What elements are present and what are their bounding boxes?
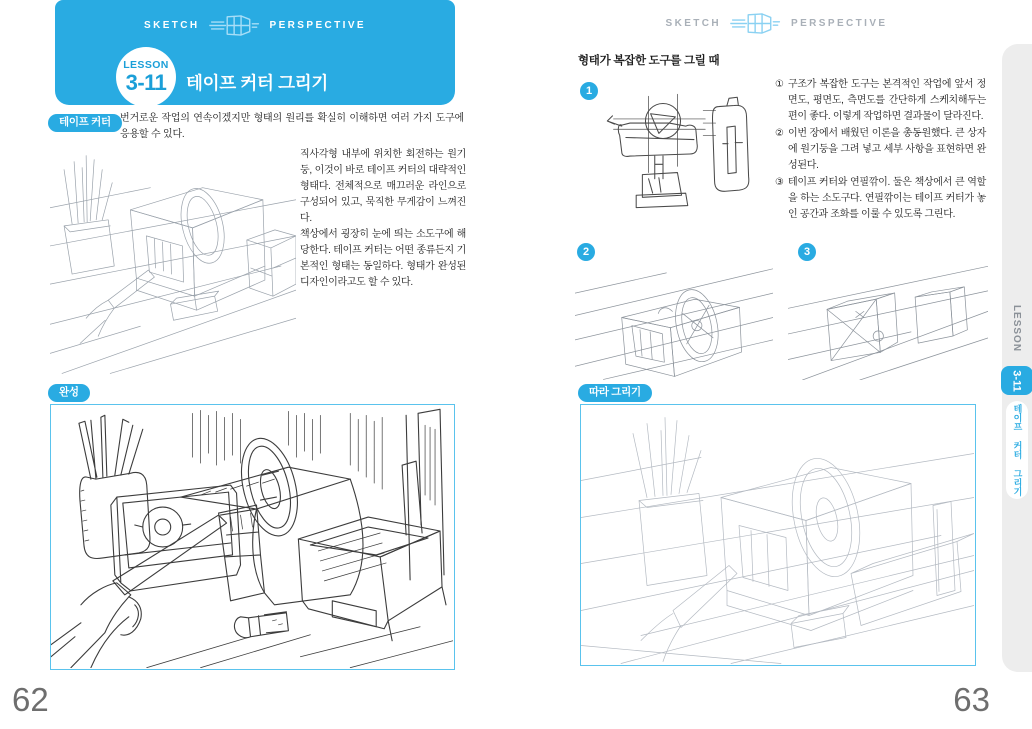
brand-word-sketch: SKETCH (665, 18, 722, 29)
step2-perspective-sketch (575, 252, 773, 385)
step-circle-3: 3 (798, 243, 816, 261)
step-circle-1: 1 (580, 82, 598, 100)
step1-views-sketch (597, 90, 762, 223)
lesson-title: 테이프 커터 그리기 (186, 73, 328, 93)
page-number-right: 63 (953, 681, 990, 718)
section-heading: 형태가 복잡한 도구를 그릴 때 (578, 55, 720, 67)
chapter-tab (1002, 44, 1032, 672)
note-item-2 (775, 126, 986, 174)
brand-logo-right (578, 12, 975, 35)
tab-lesson-number: 3-11 (1010, 369, 1023, 392)
step3-perspective-sketch (788, 252, 988, 385)
brand-logo (55, 14, 455, 37)
note-item-3 (775, 175, 986, 223)
body-paragraph-2: 책상에서 굉장히 눈에 띄는 소도구에 해당한다. 테이프 커터는 어떤 종류든지 기본적인 형태는 동일하다. 형태가 완성된 디자인이라고도 할 수 있다. (300, 229, 466, 288)
tab-lesson-number-badge (1001, 366, 1032, 395)
perspective-box-icon (209, 14, 261, 37)
practice-sketch-image (581, 405, 974, 664)
finished-sketch-image (51, 405, 453, 668)
tab-lesson-title-pill (1006, 401, 1028, 499)
body-text-column (300, 147, 466, 291)
body-paragraph-1: 직사각형 내부에 위치한 회전하는 원기둥, 이것이 바로 테이프 커터의 대략적인 형태다. 전체적으로 매끄러운 라인으로 구성되어 있고, 묵직한 무게감이 느껴진다. (300, 149, 466, 224)
lesson-number: 3-11 (125, 69, 167, 95)
step-circle-2: 2 (577, 243, 595, 261)
lesson-word: LESSON (123, 59, 169, 72)
note-item-1 (775, 77, 986, 125)
notes-list (775, 77, 986, 224)
brand-word-sketch: SKETCH (144, 20, 200, 31)
intro-paragraph: 번거로운 작업의 연속이겠지만 형태의 원리를 확실히 이해하면 여러 가지 도구에 응용할 수 있다. (120, 113, 464, 141)
follow-label-pill: 따라 그리기 (578, 384, 652, 402)
practice-sketch-frame (580, 404, 976, 666)
complete-label-pill: 완성 (48, 384, 90, 402)
note-text: 이번 장에서 배웠던 이론을 총동원했다. 큰 상자에 원기둥을 그려 넣고 세부 사항을 표현하면 완성된다. (788, 128, 986, 171)
lesson-header-banner (55, 0, 455, 105)
note-marker: ① (775, 79, 784, 90)
finished-sketch-frame (50, 404, 455, 670)
brand-word-perspective: PERSPECTIVE (791, 18, 888, 29)
tab-lesson-text: LESSON (1011, 304, 1023, 352)
note-text: 테이프 커터와 연필깎이. 둘은 책상에서 큰 역할을 하는 소도구다. 연필깎이는 테이프 커터가 놓인 공간과 조화를 이룰 수 있도록 그린다. (788, 177, 986, 220)
note-marker: ③ (775, 177, 784, 188)
keyword-label-pill: 테이프 커터 (48, 114, 122, 132)
page-number-left: 62 (12, 681, 49, 718)
lesson-number-badge (116, 47, 176, 107)
note-text: 구조가 복잡한 도구는 본격적인 작업에 앞서 정면도, 평면도, 측면도를 간단하게 스케치해두는 편이 좋다. 이렇게 작업하면 결과물이 달라진다. (788, 79, 986, 122)
note-marker: ② (775, 128, 784, 139)
tab-lesson-title: 테이프 커터 그리기 (1012, 404, 1023, 496)
brand-word-perspective: PERSPECTIVE (269, 20, 366, 31)
tab-lesson-word (1002, 296, 1032, 360)
perspective-box-icon (730, 12, 782, 35)
rough-sketch-image (50, 146, 296, 380)
